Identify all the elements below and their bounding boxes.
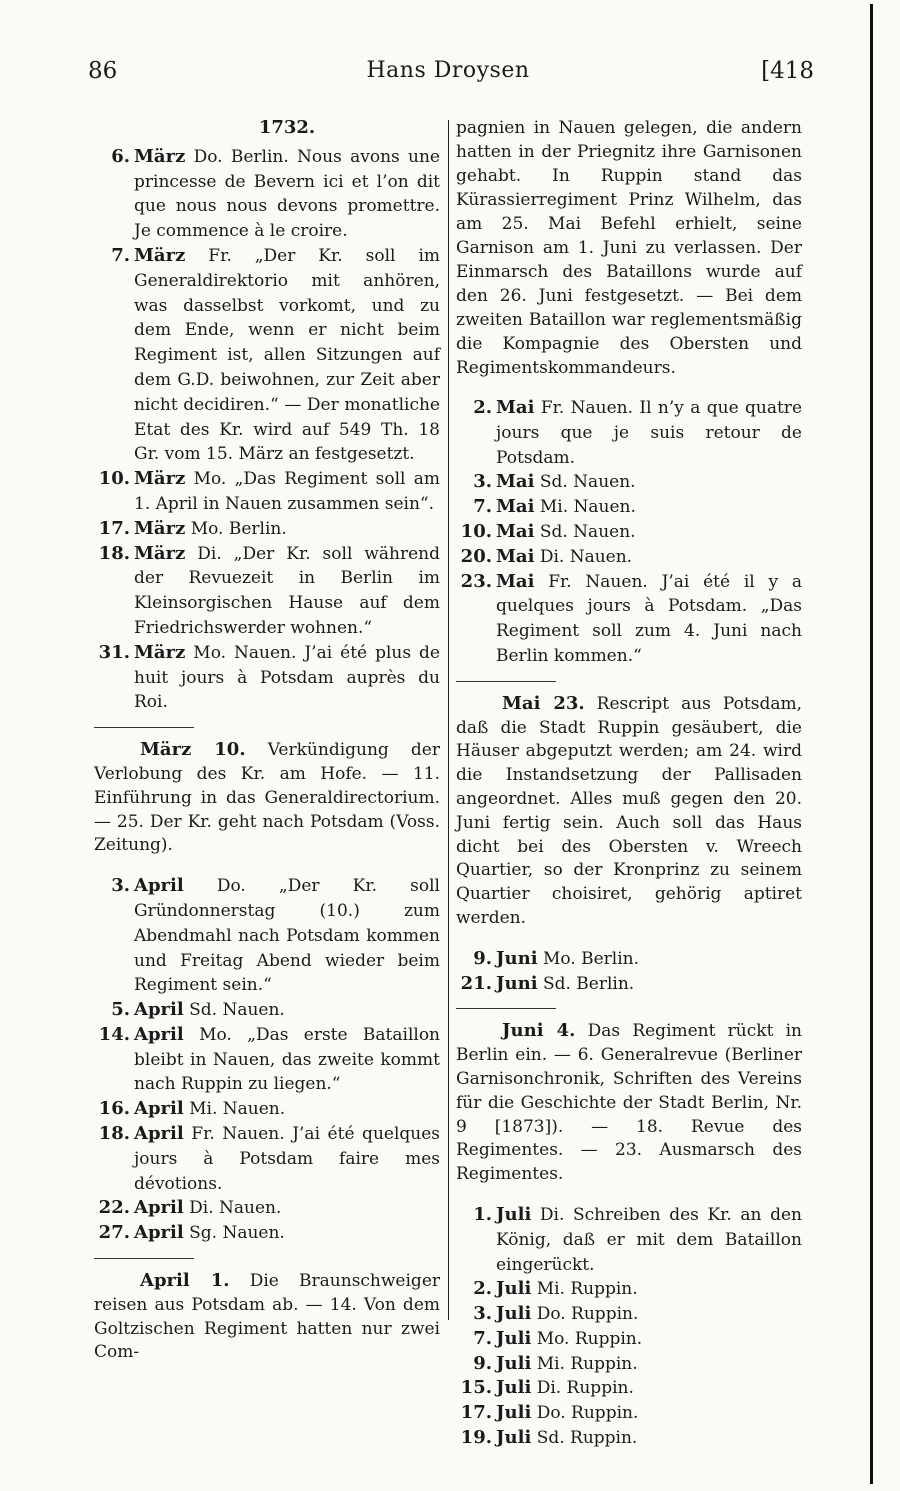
entry-day: 23. <box>460 570 492 592</box>
entry-month: Juni <box>496 972 538 994</box>
entry-text: Fr. „Der Kr. soll im Generaldirektorio mit anhören, was dasselbst vorkomt, und zu dem Ende, wenn er nicht beim Regiment ist, allen Sitzungen auf dem G.D. beiwohnen, zur Zeit aber nicht decidiren.“ — Der monatliche Etat des Kr. wird auf 549 Th. 18 Gr. vom 15. März an festgesetzt. <box>134 245 441 465</box>
entry-text: Do. „Der Kr. soll Gründonnerstag (10.) zum Abendmahl nach Potsdam kommen und Freitag Abend wieder beim Regiment sein.“ <box>134 876 440 996</box>
entry-month: März <box>134 468 186 490</box>
entry-text: Di. „Der Kr. soll während der Revuezeit in Berlin im Kleinsorgischen Hause auf dem Friedrichswerder wohnen.“ <box>134 543 440 638</box>
diary-entry <box>94 244 440 467</box>
entries-april <box>94 874 440 1246</box>
entry-text: Mo. „Das erste Bataillon bleibt in Nauen, das zweite kommt nach Ruppin zu liegen.“ <box>134 1024 440 1095</box>
diary-entry <box>94 467 440 517</box>
page-reference: [418 <box>761 58 814 84</box>
entry-month: Juni <box>496 947 538 969</box>
entries-mai <box>456 396 802 669</box>
entry-text: Mi. Ruppin. <box>536 1279 638 1300</box>
entry-text: Mi. Nauen. <box>189 1099 286 1120</box>
left-column <box>94 116 440 1365</box>
entry-month: Juli <box>496 1427 532 1449</box>
entry-day: 3. <box>473 1303 492 1325</box>
entry-month: April <box>134 999 184 1021</box>
diary-entry <box>94 874 440 998</box>
entries-juli <box>456 1203 802 1451</box>
entry-day: 20. <box>460 545 492 567</box>
entry-day: 19. <box>460 1427 492 1449</box>
entry-day: 5. <box>111 999 130 1021</box>
entries-maerz <box>94 145 440 715</box>
entry-month: Juli <box>496 1203 532 1225</box>
entry-month: Juli <box>496 1402 532 1424</box>
entry-text: Sd. Nauen. <box>189 1000 285 1021</box>
entry-text: Do. Berlin. Nous avons une princesse de Bevern ici et l’on dit que nous nous devons promettre. Je commence à le croire. <box>134 146 440 242</box>
entry-month: Mai <box>496 520 535 542</box>
diary-entry <box>456 947 802 972</box>
diary-entry <box>94 542 440 641</box>
entry-month: März <box>134 641 186 663</box>
entry-month: März <box>134 145 186 167</box>
diary-entry <box>94 1023 440 1097</box>
page-header <box>88 58 814 98</box>
entry-month: März <box>134 244 186 266</box>
entry-month: April <box>134 1197 184 1219</box>
entry-month: April <box>134 1222 184 1244</box>
diary-entry <box>456 520 802 545</box>
note-text: Die Braunschweiger reisen aus Potsdam ab. — 14. Von dem Goltzischen Regiment hatten nur zwei Com- <box>94 1271 441 1363</box>
diary-entry <box>456 1352 802 1377</box>
entry-day: 18. <box>98 1123 130 1145</box>
diary-entry <box>94 145 440 244</box>
entry-month: Mai <box>496 471 535 493</box>
entry-text: Di. Nauen. <box>539 546 633 567</box>
diary-entry <box>456 470 802 495</box>
diary-entry <box>456 1302 802 1327</box>
entry-day: 16. <box>98 1098 130 1120</box>
entry-day: 2. <box>473 397 492 418</box>
note-mai <box>456 692 802 931</box>
section-rule <box>94 727 194 728</box>
entry-text: Mi. Ruppin. <box>536 1353 638 1374</box>
entry-day: 22. <box>98 1197 130 1219</box>
note-lead: Juni 4. <box>502 1020 576 1042</box>
note-lead: Mai 23. <box>502 692 585 714</box>
diary-entry <box>94 517 440 542</box>
page-number: 86 <box>88 58 118 84</box>
entry-month: Mai <box>496 397 535 418</box>
entry-text: Do. Ruppin. <box>536 1304 639 1325</box>
entry-day: 6. <box>111 145 130 167</box>
diary-entry <box>456 495 802 520</box>
entry-month: März <box>134 542 186 564</box>
diary-entry <box>456 1203 802 1277</box>
entry-day: 7. <box>473 1327 492 1349</box>
entry-day: 21. <box>460 972 492 994</box>
entry-month: Juli <box>496 1352 532 1374</box>
diary-entry <box>94 1221 440 1246</box>
diary-entry <box>456 1401 802 1426</box>
entry-day: 7. <box>111 244 130 266</box>
entries-juni <box>456 947 802 997</box>
entry-month: April <box>134 1098 184 1120</box>
entry-text: Fr. Nauen. J’ai été quelques jours à Potsdam faire mes dévotions. <box>134 1124 441 1194</box>
entry-text: Do. Ruppin. <box>536 1403 639 1424</box>
entry-text: Mo. Ruppin. <box>536 1328 643 1349</box>
entry-day: 3. <box>111 875 130 897</box>
entry-text: Sg. Nauen. <box>189 1223 285 1244</box>
note-text: Verkündigung der Verlobung des Kr. am Hofe. — 11. Einführung in das Generaldirectorium. — 25. Der Kr. geht nach Potsdam (Voss. Zeitung). <box>94 740 440 856</box>
entry-day: 1. <box>473 1203 492 1225</box>
entry-day: 17. <box>460 1402 492 1424</box>
entry-day: 7. <box>473 496 492 518</box>
note-lead: April 1. <box>140 1270 230 1292</box>
entry-month: Juli <box>496 1278 532 1300</box>
year-heading: 1732. <box>258 117 316 138</box>
entry-text: Mo. Nauen. J’ai été plus de huit jours à Potsdam auprès du Roi. <box>134 642 440 713</box>
entry-day: 9. <box>473 947 492 969</box>
entry-day: 2. <box>473 1278 492 1300</box>
entry-month: April <box>134 1123 184 1145</box>
diary-entry <box>456 1376 802 1401</box>
diary-entry <box>94 998 440 1023</box>
diary-entry <box>456 545 802 570</box>
diary-entry <box>456 1327 802 1352</box>
continuation-paragraph: pagnien in Nauen gelegen, die andern hatten in der Priegnitz ihre Garnisonen gehabt. In Ruppin stand das Kürassierregiment Prinz Wilhelm, das am 25. Mai Befehl erhielt, seine Garnison am 1. Juni zu verlassen. Der Einmarsch des Bataillons wurde auf den 26. Juni festgesetzt. — Bei dem zweiten Bataillon war reglementsmäßig die Kompagnie des Obersten und Regimentskommandeurs. <box>456 118 802 378</box>
note-maerz <box>94 738 440 858</box>
entry-day: 31. <box>98 641 130 663</box>
section-rule <box>94 1258 194 1259</box>
entry-text: Mo. Berlin. <box>190 518 287 539</box>
diary-entry <box>94 1122 440 1196</box>
entry-text: Mo. Berlin. <box>542 948 639 969</box>
entry-day: 10. <box>98 468 130 490</box>
section-rule <box>456 1008 556 1009</box>
entry-month: Juli <box>496 1303 532 1325</box>
entry-text: Di. Nauen. <box>189 1198 282 1219</box>
column-divider <box>448 120 449 1320</box>
entry-text: Di. Ruppin. <box>536 1378 634 1399</box>
note-juni <box>456 1019 802 1187</box>
entry-day: 14. <box>98 1023 130 1045</box>
entry-month: Juli <box>496 1377 532 1399</box>
entry-day: 15. <box>460 1377 492 1399</box>
entry-month: April <box>134 1023 184 1045</box>
entry-month: Mai <box>496 545 535 567</box>
entry-text: Sd. Nauen. <box>539 521 636 542</box>
diary-entry <box>94 1196 440 1221</box>
entry-month: März <box>134 517 186 539</box>
entry-text: Sd. Berlin. <box>542 973 635 994</box>
entry-day: 18. <box>98 542 130 564</box>
note-text: Rescript aus Potsdam, daß die Stadt Ruppin gesäubert, die Häuser abgeputzt werden; am 24. wird die Instandsetzung der Pallisaden angeordnet. Alles muß gegen den 20. Juni fertig sein. Auch soll das Haus dicht bei des Obersten v. Wreech Quartier, so der Kronprinz zu seinem Quartier choisiret, gehörig aptiret werden. <box>456 693 802 928</box>
entry-day: 10. <box>460 520 492 542</box>
right-column <box>456 116 802 1451</box>
diary-entry <box>94 641 440 715</box>
note-april <box>94 1269 440 1365</box>
diary-entry <box>456 396 802 470</box>
entry-month: Mai <box>496 496 535 518</box>
diary-entry <box>456 972 802 997</box>
margin-rule <box>870 4 873 1484</box>
entry-text: Di. Schreiben des Kr. an den König, daß er mit dem Bataillon eingerückt. <box>496 1204 802 1275</box>
entry-day: 9. <box>473 1352 492 1374</box>
entry-month: April <box>134 875 184 897</box>
note-text: Das Regiment rückt in Berlin ein. — 6. Generalrevue (Berliner Garnisonchronik, Schriften des Vereins für die Geschichte der Stadt Berlin, Nr. 9 [1873]). — 18. Revue des Regimentes. — 23. Ausmarsch des Regimentes. <box>456 1021 802 1185</box>
entry-month: Juli <box>496 1327 532 1349</box>
entry-day: 3. <box>473 471 492 493</box>
section-rule <box>456 681 556 682</box>
note-lead: März 10. <box>140 739 246 761</box>
diary-entry <box>456 1277 802 1302</box>
diary-entry <box>456 570 802 669</box>
entry-text: Fr. Nauen. J’ai été il y a quelques jours à Potsdam. „Das Regiment soll zum 4. Juni nach Berlin kommen.“ <box>496 571 802 666</box>
running-title: Hans Droysen <box>366 58 530 83</box>
entry-text: Mi. Nauen. <box>539 497 636 518</box>
entry-month: Mai <box>496 570 535 592</box>
entry-text: Sd. Ruppin. <box>536 1428 638 1449</box>
entry-day: 27. <box>98 1222 130 1244</box>
diary-entry <box>94 1097 440 1122</box>
entry-text: Sd. Nauen. <box>539 472 636 493</box>
entry-day: 17. <box>98 517 130 539</box>
entry-text: Fr. Nauen. Il n’y a que quatre jours que je suis retour de Potsdam. <box>496 398 802 468</box>
entry-text: Mo. „Das Regiment soll am 1. April in Nauen zusammen sein“. <box>134 469 441 514</box>
diary-entry <box>456 1426 802 1451</box>
